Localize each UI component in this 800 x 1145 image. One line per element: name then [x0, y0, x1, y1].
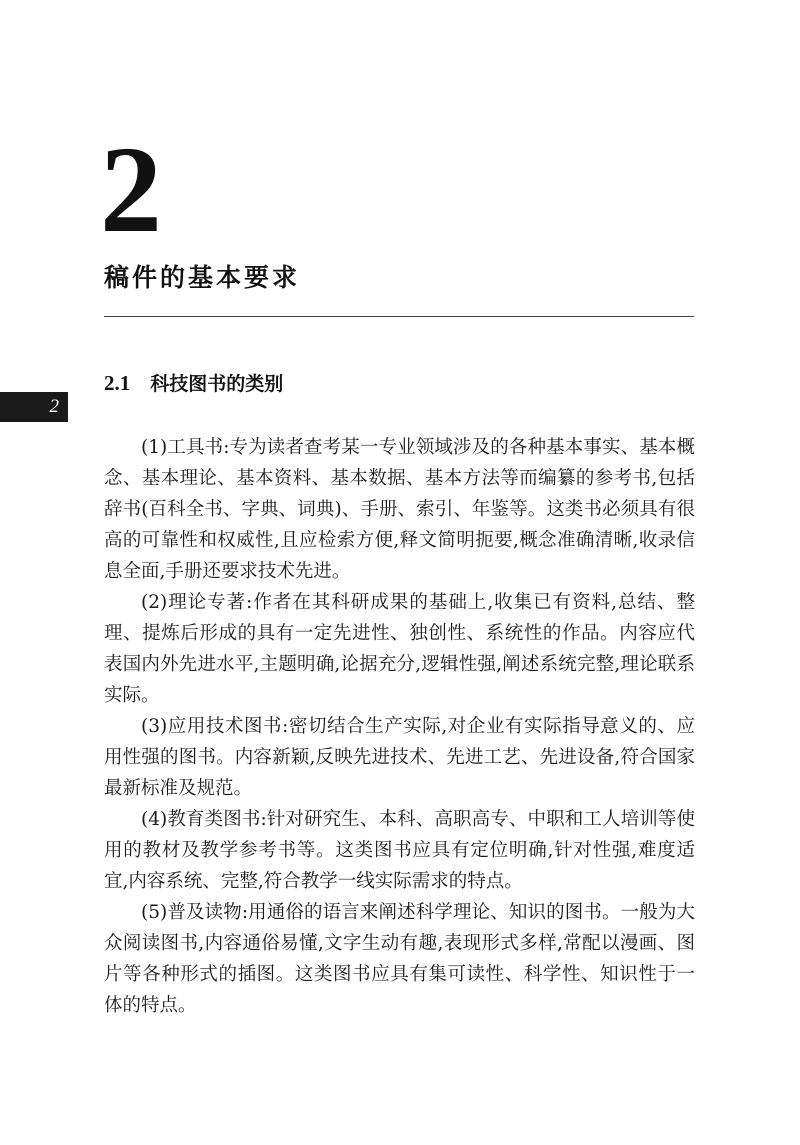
page-number-tab: 2 [0, 392, 68, 422]
body-text [104, 432, 695, 1021]
paragraph-educational: (4)教育类图书:针对研究生、本科、高职高专、中职和工人培训等使用的教材及教学参考书等。这类图书应具有定位明确,针对性强,难度适宜,内容系统、完整,符合教学一线实际需求的特点。 [104, 809, 695, 892]
title-divider [104, 316, 694, 317]
chapter-title: 稿件的基本要求 [104, 263, 301, 292]
paragraph-popular-science: (5)普及读物:用通俗的语言来阐述科学理论、知识的图书。一般为大众阅读图书,内容通俗易懂,文字生动有趣,表现形式多样,常配以漫画、图片等各种形式的插图。这类图书应具有集可读性、科学性、知识性于一体的特点。 [104, 902, 695, 1016]
paragraph-applied-technology: (3)应用技术图书:密切结合生产实际,对企业有实际指导意义的、应用性强的图书。内容新颖,反映先进技术、先进工艺、先进设备,符合国家最新标准及规范。 [104, 716, 695, 799]
section-title: 科技图书的类别 [150, 373, 284, 395]
section-heading [104, 369, 283, 396]
paragraph-reference-books: (1)工具书:专为读者查考某一专业领域涉及的各种基本事实、基本概念、基本理论、基本资料、基本数据、基本方法等而编纂的参考书,包括辞书(百科全书、字典、词典)、手册、索引、年鉴等。这类书必须具有很高的可靠性和权威性,且应检索方便,释文简明扼要,概念准确清晰,收录信息全面,手册还要求技术先进。 [104, 437, 695, 582]
chapter-number: 2 [100, 121, 162, 258]
section-number: 2.1 [104, 371, 131, 395]
paragraph-monographs: (2)理论专著:作者在其科研成果的基础上,收集已有资料,总结、整理、提炼后形成的具有一定先进性、独创性、系统性的作品。内容应代表国内外先进水平,主题明确,论据充分,逻辑性强,阐述系统完整,理论联系实际。 [104, 592, 695, 706]
